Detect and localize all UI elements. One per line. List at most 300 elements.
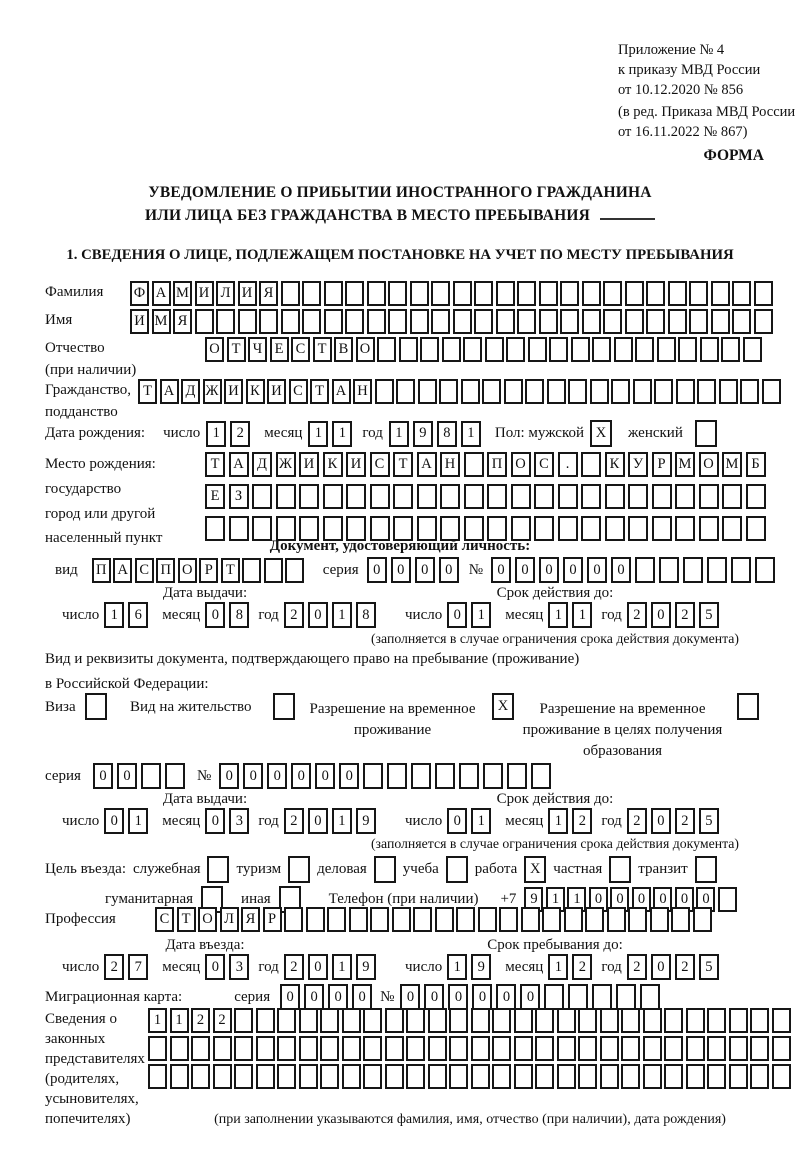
char-cell[interactable]: И bbox=[195, 281, 214, 306]
char-cell[interactable] bbox=[772, 1008, 791, 1033]
char-cell[interactable]: 1 bbox=[548, 808, 568, 834]
char-cell[interactable] bbox=[772, 1064, 791, 1089]
char-cell[interactable] bbox=[590, 379, 609, 404]
char-cell[interactable]: 0 bbox=[447, 602, 467, 628]
char-cell[interactable]: И bbox=[299, 452, 319, 477]
char-cell[interactable] bbox=[689, 309, 708, 334]
char-cell[interactable] bbox=[299, 1064, 318, 1089]
char-cell[interactable] bbox=[640, 984, 660, 1010]
char-cell[interactable] bbox=[557, 1064, 576, 1089]
char-cell[interactable] bbox=[446, 856, 468, 883]
char-cell[interactable]: 2 bbox=[104, 954, 124, 980]
char-cell[interactable]: У bbox=[628, 452, 648, 477]
char-cell[interactable]: 6 bbox=[128, 602, 148, 628]
char-cell[interactable] bbox=[363, 763, 383, 789]
char-cell[interactable] bbox=[534, 484, 554, 509]
char-cell[interactable]: 7 bbox=[128, 954, 148, 980]
char-cell[interactable]: 0 bbox=[308, 808, 328, 834]
char-cell[interactable] bbox=[388, 309, 407, 334]
char-cell[interactable] bbox=[256, 1008, 275, 1033]
char-cell[interactable] bbox=[740, 379, 759, 404]
char-cell[interactable]: 2 bbox=[213, 1008, 232, 1033]
char-cell[interactable]: 0 bbox=[539, 557, 559, 583]
char-cell[interactable]: 0 bbox=[611, 557, 631, 583]
char-cell[interactable]: 0 bbox=[651, 808, 671, 834]
char-cell[interactable]: 0 bbox=[439, 557, 459, 583]
char-cell[interactable]: 5 bbox=[699, 954, 719, 980]
char-cell[interactable]: 5 bbox=[699, 602, 719, 628]
char-cell[interactable]: К bbox=[605, 452, 625, 477]
char-cell[interactable] bbox=[600, 1036, 619, 1061]
char-cell[interactable]: 1 bbox=[461, 421, 481, 447]
char-cell[interactable] bbox=[256, 1064, 275, 1089]
char-cell[interactable] bbox=[234, 1008, 253, 1033]
char-cell[interactable]: Т bbox=[227, 337, 246, 362]
char-cell[interactable] bbox=[277, 1036, 296, 1061]
char-cell[interactable] bbox=[707, 1064, 726, 1089]
char-cell[interactable]: Р bbox=[263, 907, 282, 932]
char-cell[interactable] bbox=[697, 379, 716, 404]
char-cell[interactable] bbox=[675, 484, 695, 509]
char-cell[interactable]: 0 bbox=[491, 557, 511, 583]
char-cell[interactable]: 9 bbox=[413, 421, 433, 447]
char-cell[interactable] bbox=[492, 1036, 511, 1061]
char-cell[interactable] bbox=[732, 309, 751, 334]
char-cell[interactable]: С bbox=[291, 337, 310, 362]
char-cell[interactable] bbox=[442, 337, 461, 362]
char-cell[interactable] bbox=[439, 379, 458, 404]
char-cell[interactable]: 0 bbox=[520, 984, 540, 1010]
char-cell[interactable]: И bbox=[224, 379, 243, 404]
char-cell[interactable] bbox=[581, 452, 601, 477]
char-cell[interactable]: 0 bbox=[448, 984, 468, 1010]
char-cell[interactable] bbox=[496, 281, 515, 306]
char-cell[interactable] bbox=[418, 379, 437, 404]
char-cell[interactable]: 0 bbox=[104, 808, 124, 834]
char-cell[interactable] bbox=[557, 1008, 576, 1033]
char-cell[interactable] bbox=[277, 1064, 296, 1089]
char-cell[interactable] bbox=[284, 907, 303, 932]
char-cell[interactable] bbox=[535, 1008, 554, 1033]
char-cell[interactable]: X bbox=[492, 693, 514, 720]
char-cell[interactable] bbox=[453, 281, 472, 306]
char-cell[interactable] bbox=[616, 984, 636, 1010]
char-cell[interactable]: 2 bbox=[284, 808, 304, 834]
char-cell[interactable] bbox=[754, 281, 773, 306]
char-cell[interactable]: 0 bbox=[587, 557, 607, 583]
char-cell[interactable]: 1 bbox=[546, 887, 565, 912]
char-cell[interactable]: 3 bbox=[229, 954, 249, 980]
char-cell[interactable]: 0 bbox=[424, 984, 444, 1010]
char-cell[interactable] bbox=[762, 379, 781, 404]
char-cell[interactable] bbox=[535, 1064, 554, 1089]
char-cell[interactable] bbox=[635, 557, 655, 583]
char-cell[interactable]: 9 bbox=[356, 954, 376, 980]
char-cell[interactable] bbox=[346, 484, 366, 509]
char-cell[interactable] bbox=[521, 907, 540, 932]
char-cell[interactable]: 0 bbox=[400, 984, 420, 1010]
char-cell[interactable] bbox=[370, 907, 389, 932]
char-cell[interactable] bbox=[474, 281, 493, 306]
char-cell[interactable] bbox=[413, 907, 432, 932]
char-cell[interactable] bbox=[560, 309, 579, 334]
char-cell[interactable]: 9 bbox=[356, 808, 376, 834]
char-cell[interactable] bbox=[581, 484, 601, 509]
char-cell[interactable]: Т bbox=[138, 379, 157, 404]
char-cell[interactable]: 0 bbox=[610, 887, 629, 912]
char-cell[interactable]: 0 bbox=[415, 557, 435, 583]
char-cell[interactable]: Т bbox=[177, 907, 196, 932]
char-cell[interactable]: З bbox=[229, 484, 249, 509]
char-cell[interactable]: 8 bbox=[356, 602, 376, 628]
char-cell[interactable]: Е bbox=[205, 484, 225, 509]
char-cell[interactable]: Т bbox=[221, 558, 240, 583]
char-cell[interactable]: 0 bbox=[632, 887, 651, 912]
char-cell[interactable]: X bbox=[590, 420, 612, 447]
char-cell[interactable] bbox=[256, 1036, 275, 1061]
char-cell[interactable] bbox=[388, 281, 407, 306]
char-cell[interactable] bbox=[363, 1008, 382, 1033]
char-cell[interactable]: 0 bbox=[447, 808, 467, 834]
char-cell[interactable] bbox=[650, 907, 669, 932]
char-cell[interactable] bbox=[514, 1064, 533, 1089]
char-cell[interactable] bbox=[693, 907, 712, 932]
char-cell[interactable] bbox=[385, 1064, 404, 1089]
char-cell[interactable] bbox=[464, 452, 484, 477]
char-cell[interactable] bbox=[492, 1008, 511, 1033]
char-cell[interactable]: 0 bbox=[308, 602, 328, 628]
char-cell[interactable] bbox=[449, 1008, 468, 1033]
char-cell[interactable]: 2 bbox=[572, 954, 592, 980]
char-cell[interactable] bbox=[621, 1036, 640, 1061]
char-cell[interactable] bbox=[582, 281, 601, 306]
char-cell[interactable] bbox=[299, 1008, 318, 1033]
char-cell[interactable] bbox=[547, 379, 566, 404]
char-cell[interactable] bbox=[628, 484, 648, 509]
char-cell[interactable]: 2 bbox=[191, 1008, 210, 1033]
char-cell[interactable] bbox=[514, 1008, 533, 1033]
char-cell[interactable]: 2 bbox=[572, 808, 592, 834]
char-cell[interactable] bbox=[564, 907, 583, 932]
char-cell[interactable] bbox=[729, 1064, 748, 1089]
char-cell[interactable] bbox=[557, 1036, 576, 1061]
char-cell[interactable]: 1 bbox=[572, 602, 592, 628]
char-cell[interactable] bbox=[646, 309, 665, 334]
char-cell[interactable]: Е bbox=[270, 337, 289, 362]
char-cell[interactable] bbox=[288, 856, 310, 883]
char-cell[interactable] bbox=[345, 281, 364, 306]
char-cell[interactable] bbox=[635, 337, 654, 362]
char-cell[interactable] bbox=[607, 907, 626, 932]
char-cell[interactable] bbox=[544, 984, 564, 1010]
char-cell[interactable] bbox=[719, 379, 738, 404]
char-cell[interactable]: 2 bbox=[284, 602, 304, 628]
char-cell[interactable] bbox=[276, 484, 296, 509]
char-cell[interactable]: 1 bbox=[332, 954, 352, 980]
char-cell[interactable] bbox=[471, 1008, 490, 1033]
char-cell[interactable]: 0 bbox=[496, 984, 516, 1010]
char-cell[interactable] bbox=[342, 1008, 361, 1033]
char-cell[interactable]: 2 bbox=[675, 602, 695, 628]
char-cell[interactable] bbox=[578, 1036, 597, 1061]
char-cell[interactable]: Ж bbox=[276, 452, 296, 477]
char-cell[interactable]: 1 bbox=[389, 421, 409, 447]
char-cell[interactable] bbox=[743, 337, 762, 362]
char-cell[interactable] bbox=[449, 1064, 468, 1089]
char-cell[interactable]: 0 bbox=[651, 602, 671, 628]
char-cell[interactable]: 1 bbox=[548, 602, 568, 628]
char-cell[interactable] bbox=[686, 1064, 705, 1089]
char-cell[interactable]: 0 bbox=[280, 984, 300, 1010]
char-cell[interactable] bbox=[492, 1064, 511, 1089]
char-cell[interactable] bbox=[471, 1064, 490, 1089]
char-cell[interactable]: Б bbox=[746, 452, 766, 477]
char-cell[interactable]: 0 bbox=[589, 887, 608, 912]
char-cell[interactable]: О bbox=[178, 558, 197, 583]
char-cell[interactable] bbox=[603, 309, 622, 334]
char-cell[interactable] bbox=[141, 763, 161, 789]
char-cell[interactable] bbox=[621, 1064, 640, 1089]
char-cell[interactable] bbox=[568, 984, 588, 1010]
char-cell[interactable]: 0 bbox=[563, 557, 583, 583]
char-cell[interactable] bbox=[345, 309, 364, 334]
char-cell[interactable] bbox=[721, 337, 740, 362]
char-cell[interactable] bbox=[406, 1036, 425, 1061]
char-cell[interactable] bbox=[482, 379, 501, 404]
char-cell[interactable] bbox=[746, 484, 766, 509]
char-cell[interactable] bbox=[324, 309, 343, 334]
char-cell[interactable] bbox=[238, 309, 257, 334]
char-cell[interactable]: Л bbox=[220, 907, 239, 932]
char-cell[interactable] bbox=[410, 309, 429, 334]
char-cell[interactable] bbox=[542, 907, 561, 932]
char-cell[interactable]: П bbox=[92, 558, 111, 583]
char-cell[interactable]: О bbox=[511, 452, 531, 477]
char-cell[interactable] bbox=[302, 281, 321, 306]
char-cell[interactable] bbox=[281, 309, 300, 334]
char-cell[interactable] bbox=[320, 1064, 339, 1089]
char-cell[interactable] bbox=[487, 484, 507, 509]
char-cell[interactable] bbox=[374, 856, 396, 883]
char-cell[interactable] bbox=[367, 281, 386, 306]
char-cell[interactable]: 2 bbox=[675, 954, 695, 980]
char-cell[interactable] bbox=[686, 1036, 705, 1061]
char-cell[interactable] bbox=[686, 1008, 705, 1033]
char-cell[interactable] bbox=[695, 420, 717, 447]
char-cell[interactable] bbox=[428, 1036, 447, 1061]
char-cell[interactable]: 0 bbox=[243, 763, 263, 789]
char-cell[interactable] bbox=[191, 1064, 210, 1089]
char-cell[interactable] bbox=[539, 281, 558, 306]
char-cell[interactable]: 1 bbox=[548, 954, 568, 980]
char-cell[interactable] bbox=[363, 1064, 382, 1089]
char-cell[interactable] bbox=[539, 309, 558, 334]
char-cell[interactable] bbox=[302, 309, 321, 334]
char-cell[interactable] bbox=[435, 763, 455, 789]
char-cell[interactable] bbox=[259, 309, 278, 334]
char-cell[interactable] bbox=[431, 309, 450, 334]
char-cell[interactable]: Ф bbox=[130, 281, 149, 306]
char-cell[interactable]: 2 bbox=[627, 602, 647, 628]
char-cell[interactable] bbox=[496, 309, 515, 334]
char-cell[interactable]: 8 bbox=[229, 602, 249, 628]
char-cell[interactable] bbox=[671, 907, 690, 932]
char-cell[interactable] bbox=[320, 1036, 339, 1061]
char-cell[interactable] bbox=[273, 693, 295, 720]
char-cell[interactable] bbox=[772, 1036, 791, 1061]
char-cell[interactable]: М bbox=[675, 452, 695, 477]
char-cell[interactable] bbox=[707, 557, 727, 583]
char-cell[interactable] bbox=[711, 309, 730, 334]
char-cell[interactable] bbox=[678, 337, 697, 362]
char-cell[interactable]: 9 bbox=[524, 887, 543, 912]
char-cell[interactable]: М bbox=[173, 281, 192, 306]
char-cell[interactable] bbox=[148, 1036, 167, 1061]
char-cell[interactable]: 0 bbox=[328, 984, 348, 1010]
char-cell[interactable] bbox=[722, 484, 742, 509]
char-cell[interactable] bbox=[387, 763, 407, 789]
char-cell[interactable]: 3 bbox=[229, 808, 249, 834]
char-cell[interactable] bbox=[654, 379, 673, 404]
char-cell[interactable]: 1 bbox=[104, 602, 124, 628]
char-cell[interactable] bbox=[459, 763, 479, 789]
char-cell[interactable] bbox=[242, 558, 261, 583]
char-cell[interactable] bbox=[668, 281, 687, 306]
char-cell[interactable] bbox=[592, 984, 612, 1010]
char-cell[interactable] bbox=[306, 907, 325, 932]
char-cell[interactable] bbox=[420, 337, 439, 362]
char-cell[interactable] bbox=[207, 856, 229, 883]
char-cell[interactable]: Т bbox=[313, 337, 332, 362]
char-cell[interactable]: 0 bbox=[93, 763, 113, 789]
char-cell[interactable] bbox=[411, 763, 431, 789]
char-cell[interactable] bbox=[456, 907, 475, 932]
char-cell[interactable]: 0 bbox=[267, 763, 287, 789]
char-cell[interactable]: X bbox=[524, 856, 546, 883]
char-cell[interactable] bbox=[625, 309, 644, 334]
char-cell[interactable] bbox=[625, 281, 644, 306]
char-cell[interactable] bbox=[514, 1036, 533, 1061]
char-cell[interactable] bbox=[85, 693, 107, 720]
char-cell[interactable] bbox=[410, 281, 429, 306]
char-cell[interactable] bbox=[392, 907, 411, 932]
char-cell[interactable] bbox=[377, 337, 396, 362]
char-cell[interactable]: Т bbox=[310, 379, 329, 404]
char-cell[interactable] bbox=[605, 484, 625, 509]
char-cell[interactable]: А bbox=[113, 558, 132, 583]
char-cell[interactable]: М bbox=[152, 309, 171, 334]
char-cell[interactable]: 0 bbox=[472, 984, 492, 1010]
char-cell[interactable]: 0 bbox=[367, 557, 387, 583]
char-cell[interactable]: 8 bbox=[437, 421, 457, 447]
char-cell[interactable]: Т bbox=[393, 452, 413, 477]
char-cell[interactable] bbox=[363, 1036, 382, 1061]
char-cell[interactable]: 9 bbox=[471, 954, 491, 980]
char-cell[interactable] bbox=[525, 379, 544, 404]
char-cell[interactable] bbox=[342, 1064, 361, 1089]
char-cell[interactable]: А bbox=[417, 452, 437, 477]
char-cell[interactable]: Я bbox=[241, 907, 260, 932]
char-cell[interactable]: Р bbox=[199, 558, 218, 583]
char-cell[interactable] bbox=[393, 484, 413, 509]
char-cell[interactable]: 1 bbox=[332, 808, 352, 834]
char-cell[interactable] bbox=[664, 1008, 683, 1033]
char-cell[interactable]: 2 bbox=[284, 954, 304, 980]
char-cell[interactable] bbox=[578, 1064, 597, 1089]
char-cell[interactable] bbox=[737, 693, 759, 720]
char-cell[interactable] bbox=[718, 887, 737, 912]
char-cell[interactable] bbox=[754, 309, 773, 334]
char-cell[interactable] bbox=[657, 337, 676, 362]
char-cell[interactable] bbox=[646, 281, 665, 306]
char-cell[interactable]: К bbox=[323, 452, 343, 477]
char-cell[interactable] bbox=[483, 763, 503, 789]
char-cell[interactable] bbox=[474, 309, 493, 334]
char-cell[interactable] bbox=[299, 484, 319, 509]
char-cell[interactable] bbox=[729, 1008, 748, 1033]
char-cell[interactable]: 1 bbox=[471, 808, 491, 834]
char-cell[interactable]: 0 bbox=[675, 887, 694, 912]
char-cell[interactable]: 0 bbox=[308, 954, 328, 980]
char-cell[interactable]: С bbox=[135, 558, 154, 583]
char-cell[interactable]: Ж bbox=[203, 379, 222, 404]
char-cell[interactable] bbox=[603, 281, 622, 306]
char-cell[interactable] bbox=[633, 379, 652, 404]
char-cell[interactable]: С bbox=[155, 907, 174, 932]
char-cell[interactable] bbox=[234, 1064, 253, 1089]
char-cell[interactable]: А bbox=[152, 281, 171, 306]
char-cell[interactable]: А bbox=[229, 452, 249, 477]
char-cell[interactable] bbox=[699, 484, 719, 509]
char-cell[interactable]: 0 bbox=[304, 984, 324, 1010]
char-cell[interactable]: 0 bbox=[391, 557, 411, 583]
char-cell[interactable] bbox=[285, 558, 304, 583]
char-cell[interactable] bbox=[652, 484, 672, 509]
char-cell[interactable]: 1 bbox=[332, 602, 352, 628]
char-cell[interactable] bbox=[485, 337, 504, 362]
char-cell[interactable] bbox=[628, 907, 647, 932]
char-cell[interactable] bbox=[385, 1008, 404, 1033]
char-cell[interactable]: 0 bbox=[219, 763, 239, 789]
char-cell[interactable]: 2 bbox=[627, 808, 647, 834]
char-cell[interactable] bbox=[375, 379, 394, 404]
char-cell[interactable]: Д bbox=[252, 452, 272, 477]
char-cell[interactable] bbox=[755, 557, 775, 583]
char-cell[interactable]: А bbox=[332, 379, 351, 404]
char-cell[interactable] bbox=[600, 1008, 619, 1033]
char-cell[interactable] bbox=[707, 1008, 726, 1033]
char-cell[interactable]: И bbox=[346, 452, 366, 477]
char-cell[interactable] bbox=[700, 337, 719, 362]
char-cell[interactable]: С bbox=[370, 452, 390, 477]
char-cell[interactable] bbox=[428, 1008, 447, 1033]
char-cell[interactable] bbox=[668, 309, 687, 334]
char-cell[interactable] bbox=[611, 379, 630, 404]
char-cell[interactable]: К bbox=[246, 379, 265, 404]
char-cell[interactable] bbox=[440, 484, 460, 509]
char-cell[interactable] bbox=[399, 337, 418, 362]
char-cell[interactable]: 0 bbox=[696, 887, 715, 912]
char-cell[interactable] bbox=[582, 309, 601, 334]
char-cell[interactable] bbox=[170, 1036, 189, 1061]
char-cell[interactable]: Л bbox=[216, 281, 235, 306]
char-cell[interactable] bbox=[478, 907, 497, 932]
char-cell[interactable]: Ч bbox=[248, 337, 267, 362]
char-cell[interactable] bbox=[506, 337, 525, 362]
char-cell[interactable] bbox=[191, 1036, 210, 1061]
char-cell[interactable] bbox=[499, 907, 518, 932]
char-cell[interactable] bbox=[342, 1036, 361, 1061]
